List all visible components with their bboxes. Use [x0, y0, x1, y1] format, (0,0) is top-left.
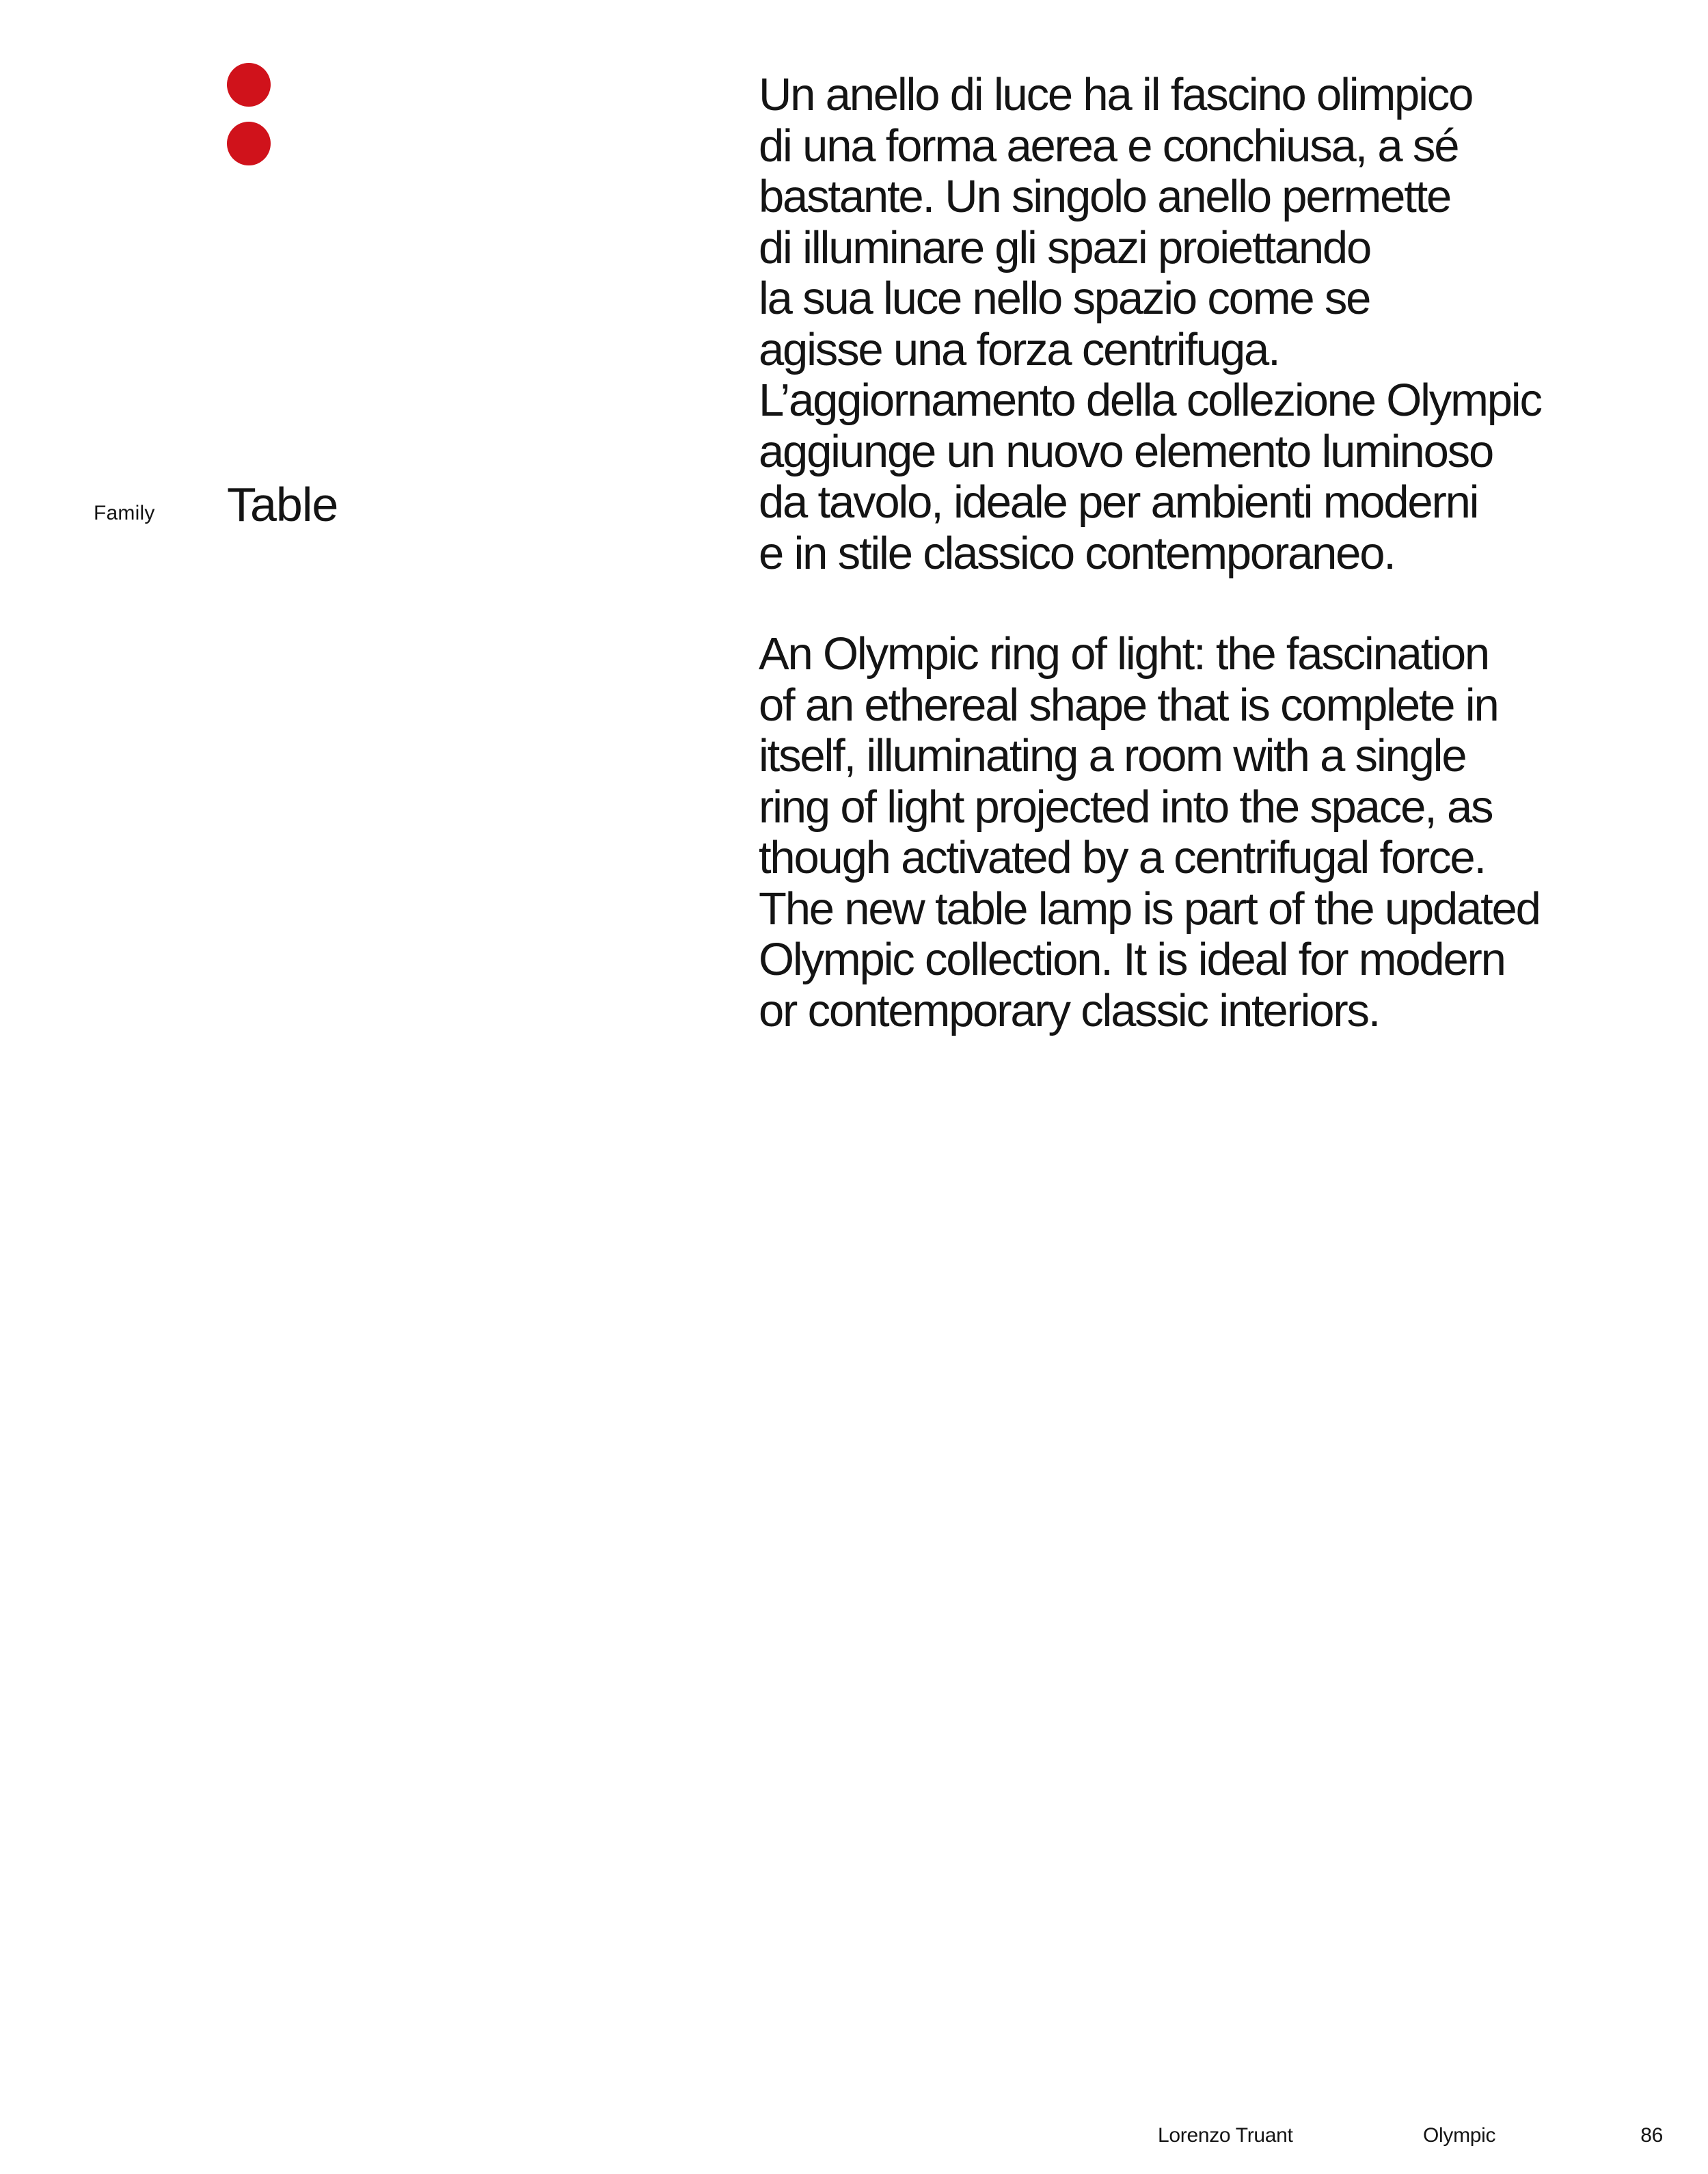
- footer-author: Lorenzo Truant: [1158, 2124, 1293, 2147]
- description-line: da tavolo, ideale per ambienti moderni: [759, 477, 1478, 528]
- description-line: bastante. Un singolo anello permette: [759, 171, 1451, 222]
- description-line: di una forma aerea e conchiusa, a sé: [759, 120, 1459, 172]
- description-line: agisse una forza centrifuga.: [759, 323, 1279, 375]
- red-dot-icon: [227, 63, 271, 107]
- footer-collection: Olympic: [1423, 2124, 1496, 2147]
- description-line: An Olympic ring of light: the fascination: [759, 628, 1489, 680]
- description-line: aggiunge un nuovo elemento luminoso: [759, 425, 1493, 477]
- description-line: la sua luce nello spazio come se: [759, 273, 1370, 324]
- family-label: Family: [94, 502, 155, 524]
- family-value: Table: [227, 478, 338, 531]
- description-line: ring of light projected into the space, as: [759, 781, 1493, 833]
- description-line: The new table lamp is part of the updated: [759, 883, 1540, 935]
- description-line: L’aggiornamento della collezione Olympic: [759, 375, 1541, 426]
- description-line: itself, illuminating a room with a single: [759, 730, 1466, 781]
- description-line: di illuminare gli spazi proiettando: [759, 222, 1371, 273]
- description-line: e in stile classico contemporaneo.: [759, 527, 1395, 579]
- description-line: or contemporary classic interiors.: [759, 984, 1380, 1036]
- page-number: 86: [1640, 2124, 1663, 2147]
- description-italian: [759, 70, 1675, 579]
- red-dot-icon: [227, 122, 271, 165]
- description-line: Un anello di luce ha il fascino olimpico: [759, 69, 1473, 120]
- description-line: of an ethereal shape that is complete in: [759, 679, 1498, 731]
- description-line: though activated by a centrifugal force.: [759, 832, 1485, 883]
- description-line: Olympic collection. It is ideal for modern: [759, 934, 1505, 985]
- description-english: [759, 629, 1675, 1036]
